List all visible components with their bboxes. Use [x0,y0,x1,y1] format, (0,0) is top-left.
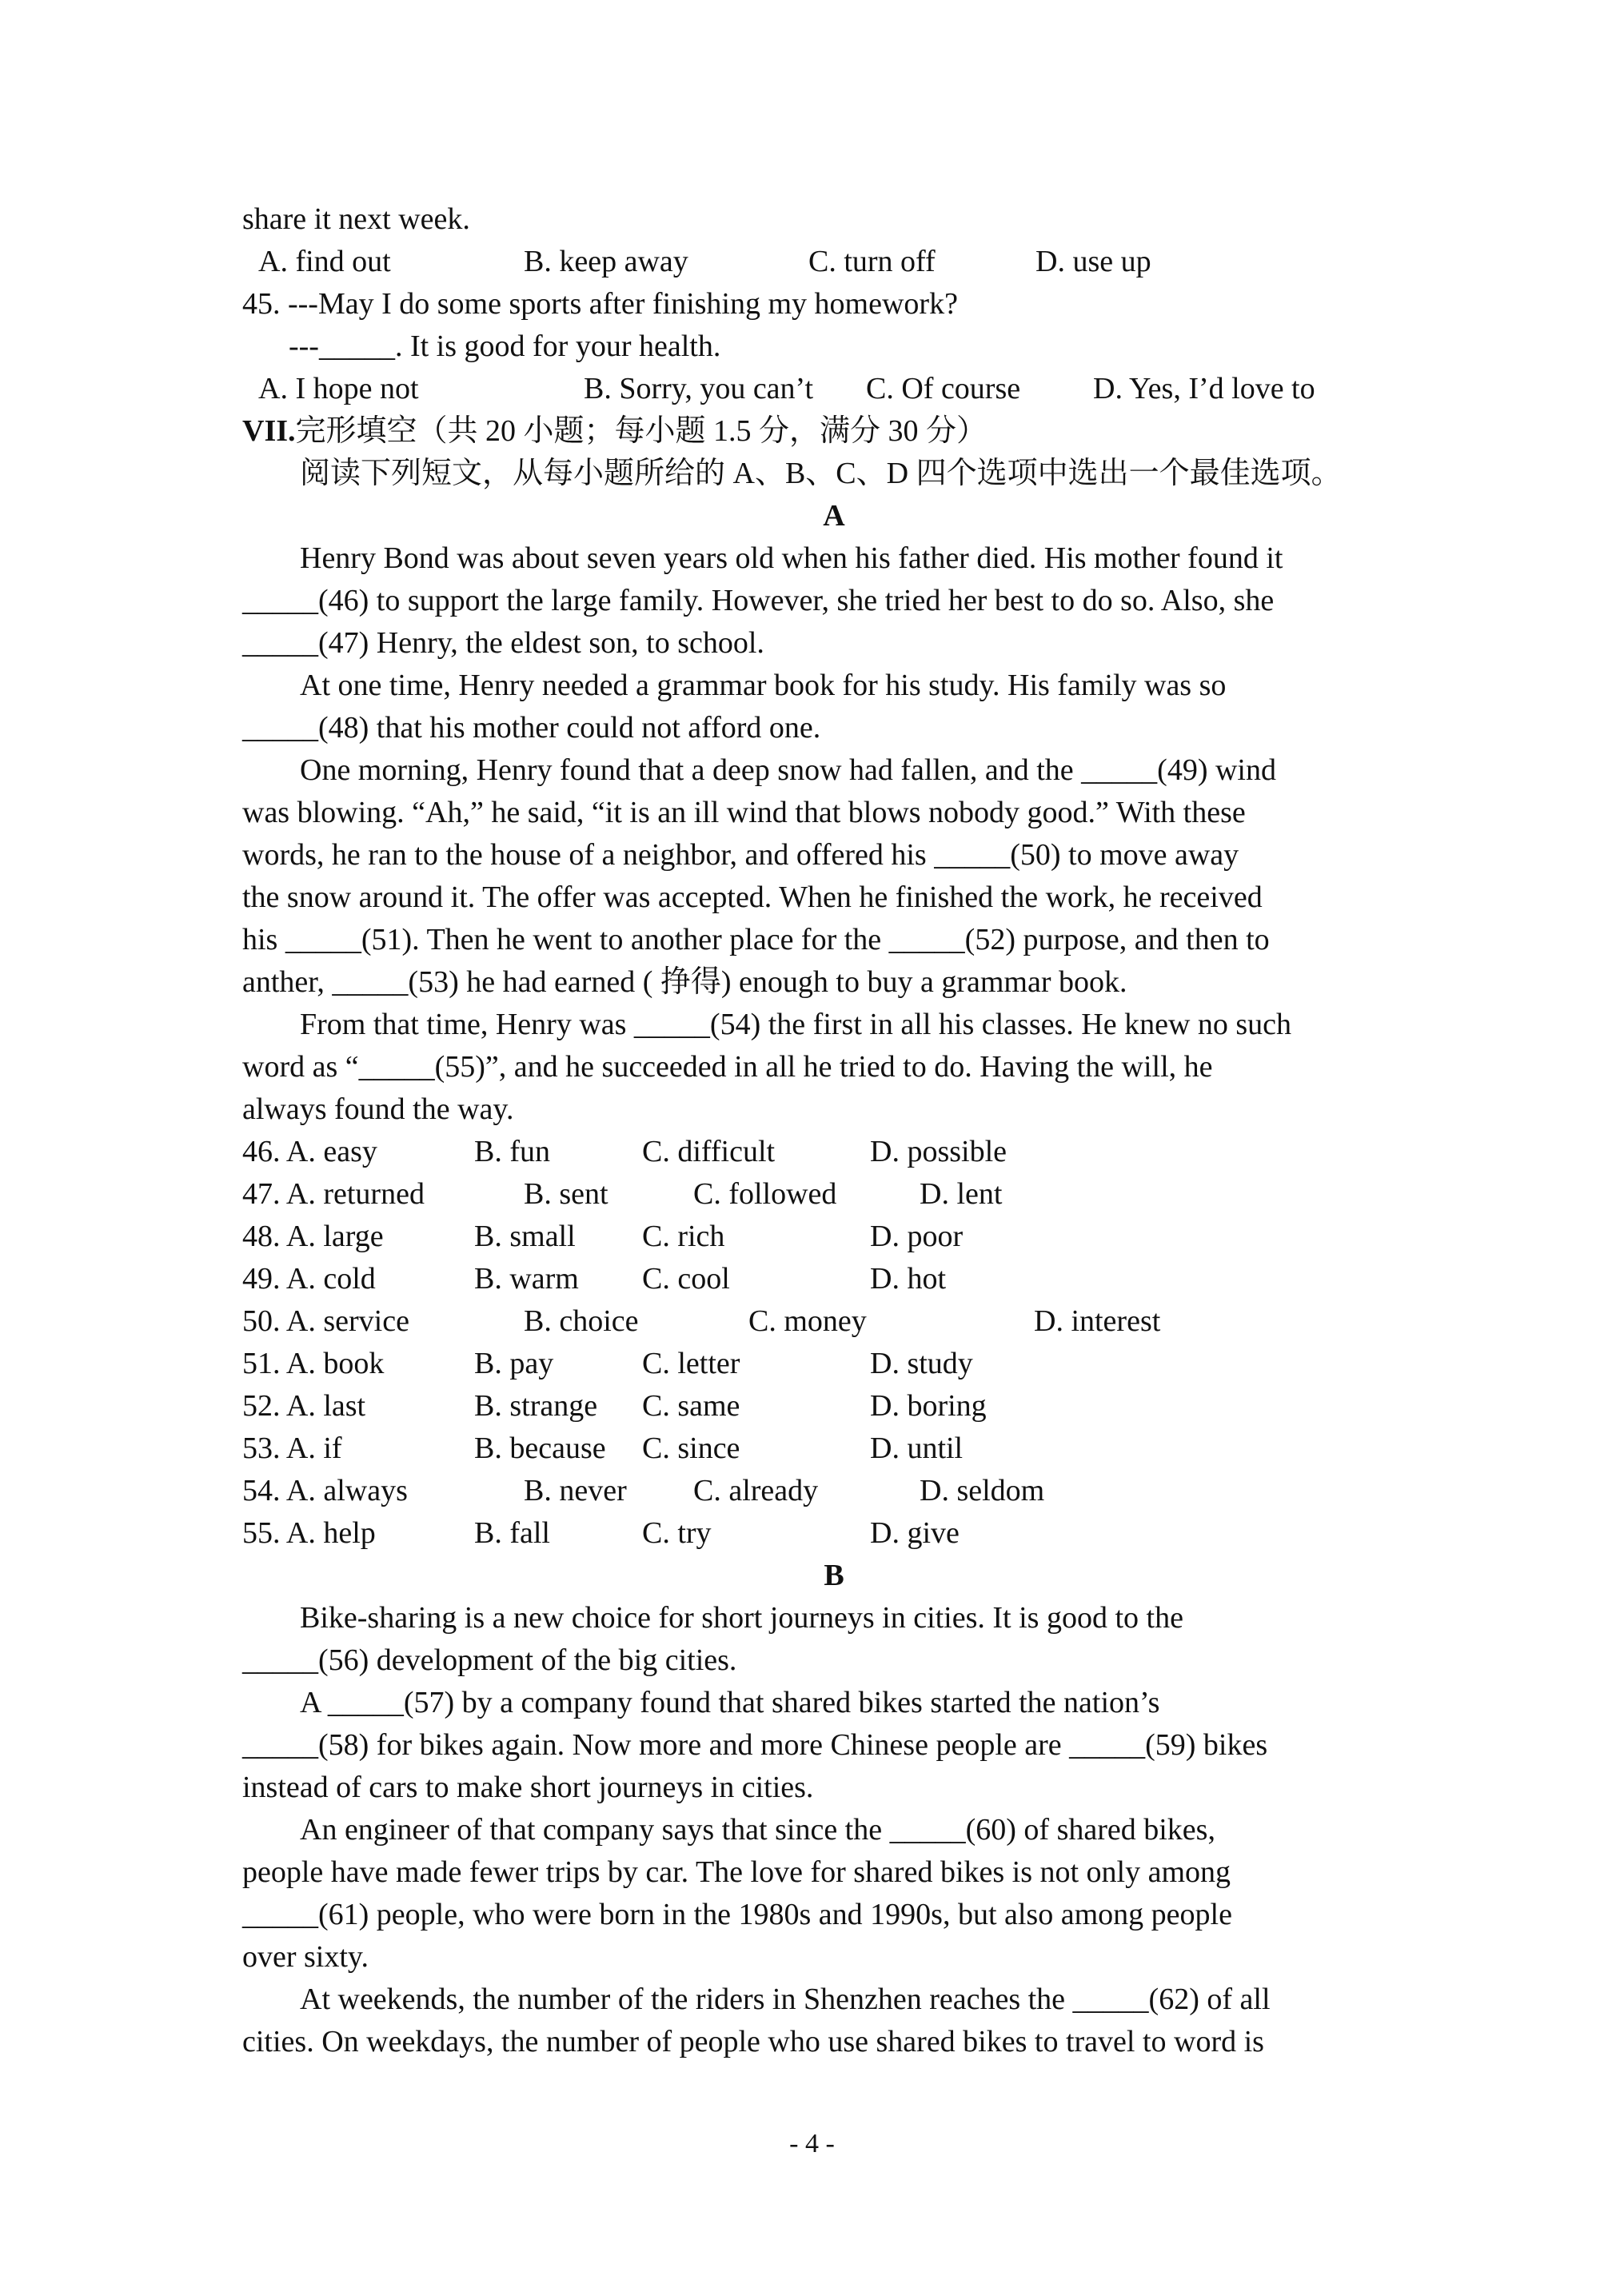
option: B. warm [474,1262,579,1296]
option: D. poor [870,1220,964,1253]
passage-line: anther, _____(53) he had earned ( 挣得) enough to buy a grammar book. [242,965,1127,999]
option: D. lent [920,1177,1003,1211]
question-row [242,1512,1426,1555]
option: D. use up [1035,245,1151,278]
passage-line: instead of cars to make short journeys in cities. [242,1771,814,1804]
question-45-response: ---_____. It is good for your health. [289,329,721,363]
passage-b-label: B [824,1559,844,1592]
passage-line: _____(56) development of the big cities. [242,1643,737,1677]
option: C. turn off [808,245,936,278]
question-row [242,1385,1426,1428]
option: D. study [870,1347,973,1380]
q44-options [242,241,1426,283]
option: C. try [642,1516,712,1550]
option: B. strange [474,1389,598,1423]
section-instruction: 阅读下列短文，从每小题所给的 A、B、C、D 四个选项中选出一个最佳选项。 [300,457,1342,490]
option: D. interest [1034,1304,1161,1338]
option: 48. A. large [242,1220,384,1253]
section-title: 完形填空（共 20 小题；每小题 1.5 分，满分 30 分） [295,414,988,448]
option: B. sent [524,1177,609,1211]
passage-a-label: A [823,499,845,533]
option: C. Of course [866,372,1021,405]
option: 49. A. cold [242,1262,376,1296]
question-row [242,1343,1426,1385]
option: C. difficult [642,1135,776,1168]
passage-line: Henry Bond was about seven years old when his father died. His mother found it [300,541,1283,575]
question-row [242,1300,1426,1343]
option: 51. A. book [242,1347,385,1380]
option: A. I hope not [258,372,419,405]
question-45: 45. ---May I do some sports after finishing my homework? [242,287,958,321]
question-row [242,1131,1426,1173]
option: B. choice [524,1304,639,1338]
option: B. fun [474,1135,550,1168]
passage-line: word as “_____(55)”, and he succeeded in all he tried to do. Having the will, he [242,1050,1213,1084]
option: B. keep away [524,245,688,278]
question-row [242,1470,1426,1512]
passage-line: was blowing. “Ah,” he said, “it is an ill wind that blows nobody good.” With these [242,796,1246,829]
exam-page [242,198,1426,2063]
passage-line: words, he ran to the house of a neighbor, and offered his _____(50) to move away [242,838,1239,872]
option: 52. A. last [242,1389,366,1423]
section-heading [242,410,1426,453]
passage-line: the snow around it. The offer was accepted. When he finished the work, he received [242,880,1263,914]
option: 55. A. help [242,1516,376,1550]
option: D. possible [870,1135,1007,1168]
option: A. find out [258,245,391,278]
option: C. same [642,1389,740,1423]
passage-line: over sixty. [242,1940,369,1974]
passage-line: From that time, Henry was _____(54) the first in all his classes. He knew no such [300,1008,1292,1041]
option: B. never [524,1474,627,1507]
passage-line: cities. On weekdays, the number of people who use shared bikes to travel to word is [242,2025,1264,2058]
option: 53. A. if [242,1432,342,1465]
question-row [242,1173,1426,1216]
passage-line: _____(46) to support the large family. However, she tried her best to do so. Also, she [242,584,1275,617]
page-number: - 4 - [789,2129,835,2158]
option: C. money [748,1304,867,1338]
option: C. letter [642,1347,740,1380]
question-row [242,1216,1426,1258]
option: B. Sorry, you can’t [584,372,814,405]
option: 47. A. returned [242,1177,425,1211]
passage-line: always found the way. [242,1092,514,1126]
text-line: share it next week. [242,202,470,236]
question-row [242,1258,1426,1300]
passage-line: A _____(57) by a company found that shared bikes started the nation’s [300,1686,1160,1719]
section-number: VII. [242,414,296,448]
passage-line: At one time, Henry needed a grammar book for his study. His family was so [300,669,1227,702]
passage-line: _____(48) that his mother could not afford one. [242,711,821,745]
option: C. rich [642,1220,725,1253]
passage-line: _____(61) people, who were born in the 1980s and 1990s, but also among people [242,1898,1232,1931]
passage-line: his _____(51). Then he went to another place for the _____(52) purpose, and then to [242,923,1270,956]
option: D. hot [870,1262,946,1296]
passage-line: One morning, Henry found that a deep snow had fallen, and the _____(49) wind [300,753,1276,787]
option: B. pay [474,1347,554,1380]
passage-line: An engineer of that company says that since the _____(60) of shared bikes, [300,1813,1215,1847]
passage-line: _____(58) for bikes again. Now more and more Chinese people are _____(59) bikes [242,1728,1268,1762]
option: D. seldom [920,1474,1045,1507]
passage-line: people have made fewer trips by car. The love for shared bikes is not only among [242,1855,1231,1889]
option: B. small [474,1220,576,1253]
option: C. since [642,1432,740,1465]
option: C. already [693,1474,819,1507]
passage-line: At weekends, the number of the riders in Shenzhen reaches the _____(62) of all [300,1983,1271,2016]
option: 46. A. easy [242,1135,377,1168]
option: 54. A. always [242,1474,408,1507]
option: D. until [870,1432,964,1465]
option: B. fall [474,1516,550,1550]
option: D. give [870,1516,960,1550]
question-row [242,1428,1426,1470]
passage-line: _____(47) Henry, the eldest son, to school. [242,626,764,660]
option: 50. A. service [242,1304,409,1338]
option: B. because [474,1432,606,1465]
option: C. cool [642,1262,730,1296]
option: C. followed [693,1177,837,1211]
q45-options [242,368,1426,410]
option: D. boring [870,1389,987,1423]
passage-line: Bike-sharing is a new choice for short journeys in cities. It is good to the [300,1601,1183,1635]
option: D. Yes, I’d love to [1093,372,1315,405]
